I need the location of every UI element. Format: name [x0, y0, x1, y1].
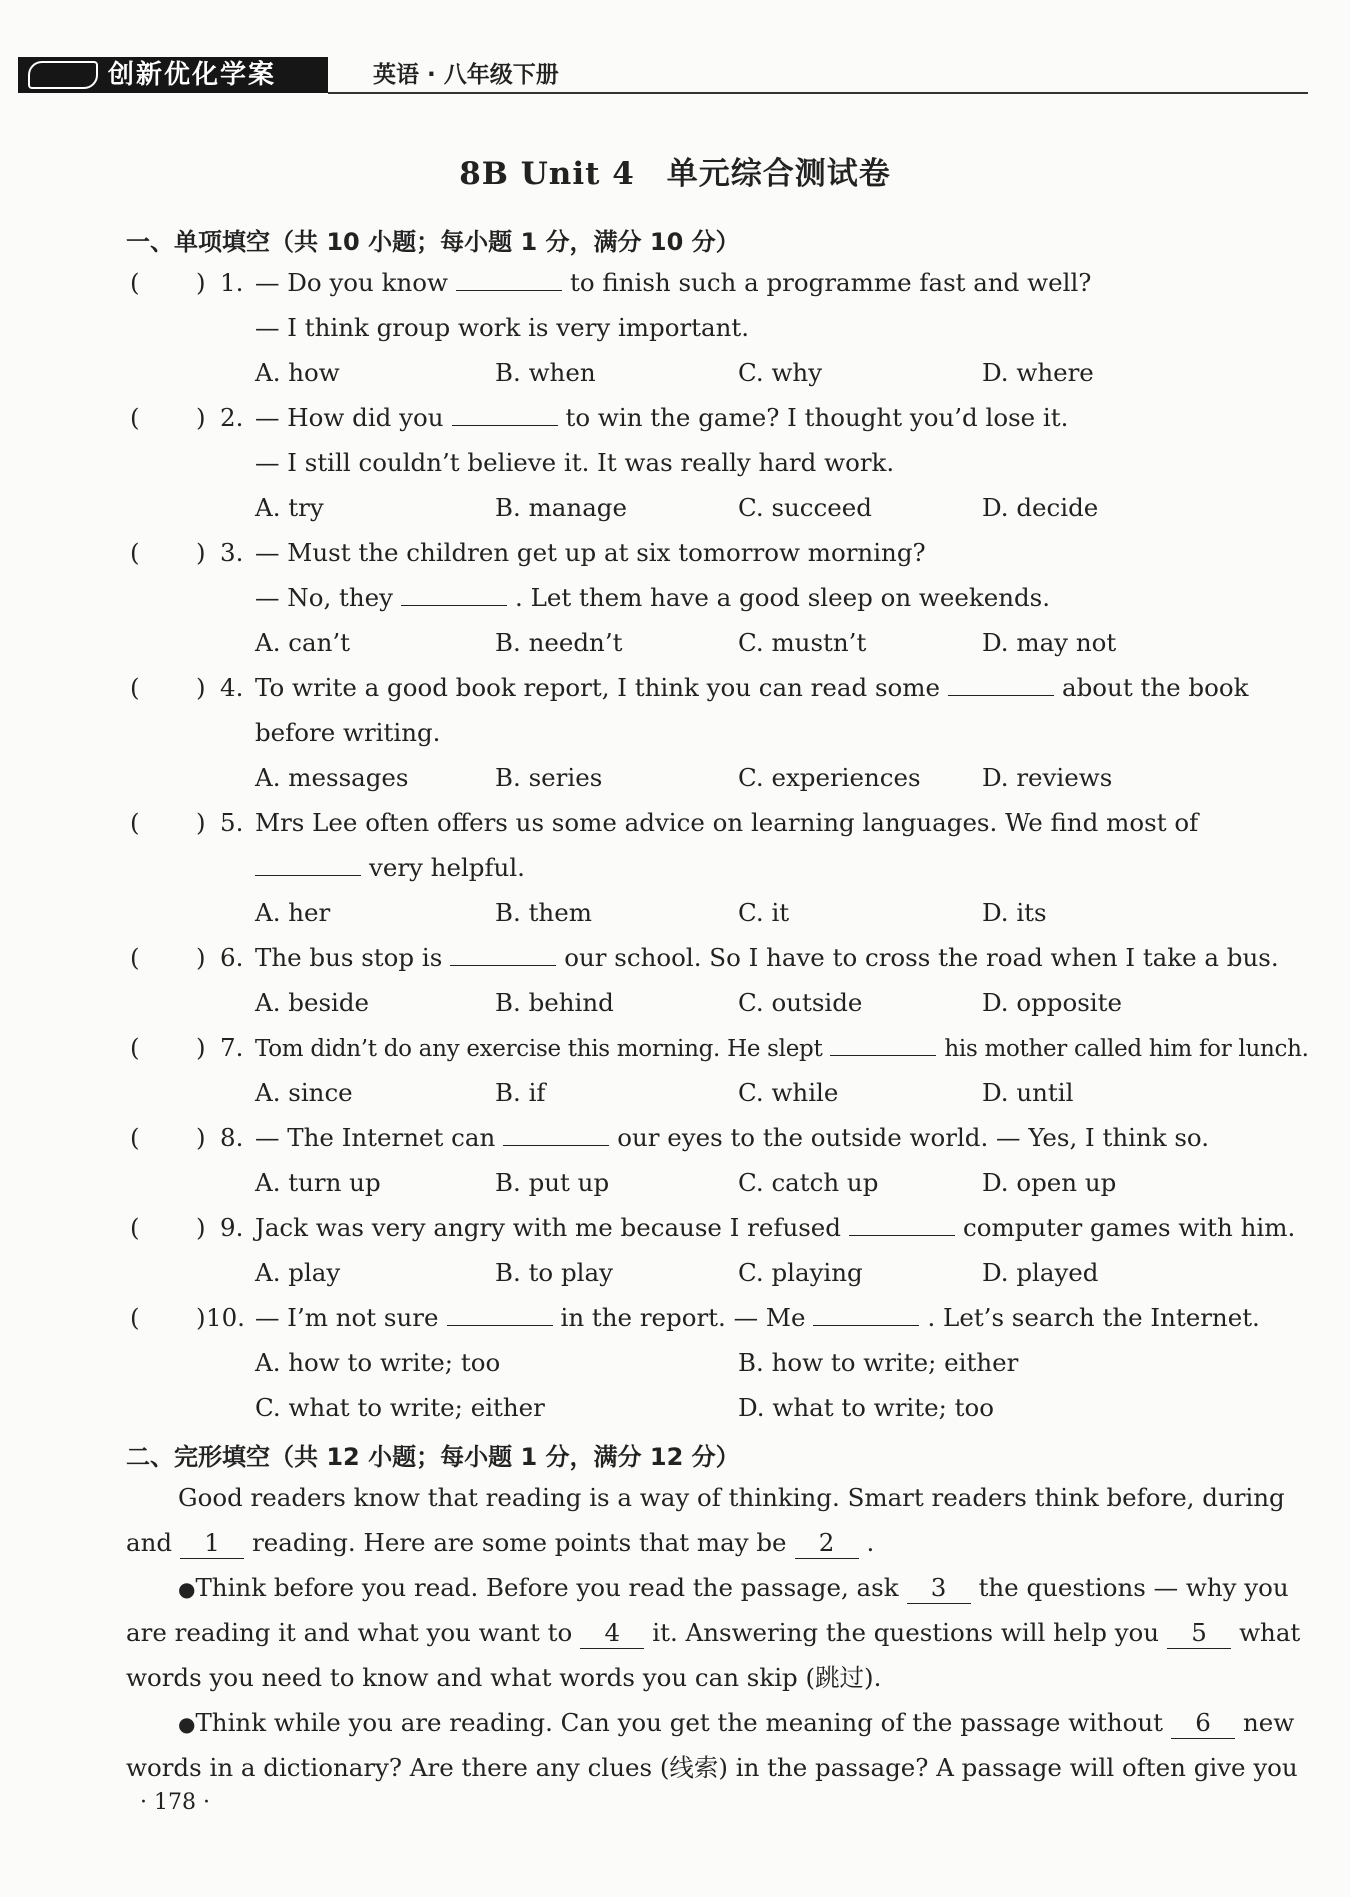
- question-text: Jack was very angry with me because I refused: [255, 1213, 841, 1242]
- question-number: 9.: [220, 1213, 244, 1242]
- question-text: . Let’s search the Internet.: [927, 1303, 1260, 1332]
- option-b: B. them: [495, 898, 592, 927]
- question-text: his mother called him for lunch.: [944, 1036, 1309, 1062]
- option-c: C. it: [738, 898, 790, 927]
- option-c: C. succeed: [738, 493, 872, 522]
- question-line: — I think group work is very important.: [255, 313, 750, 342]
- page-header: [18, 52, 1308, 92]
- option-b: B. behind: [495, 988, 614, 1017]
- option-d: D. decide: [982, 493, 1099, 522]
- option-d: D. what to write; too: [738, 1393, 994, 1422]
- passage-line: [126, 1528, 874, 1559]
- question-line: [255, 1303, 1260, 1333]
- question-text: to win the game? I thought you’d lose it.: [565, 403, 1069, 432]
- answer-paren-close: ): [196, 673, 206, 702]
- passage-text: .: [866, 1528, 875, 1557]
- question-number: 8.: [220, 1123, 244, 1152]
- option-b: B. needn’t: [495, 628, 623, 657]
- page-title: 8B Unit 4 单元综合测试卷: [459, 156, 891, 192]
- question-line: [255, 403, 1068, 433]
- option-c: C. catch up: [738, 1168, 879, 1197]
- option-a: A. messages: [255, 763, 409, 792]
- option-d: D. played: [982, 1258, 1099, 1287]
- passage-text: it. Answering the questions will help you: [652, 1618, 1160, 1647]
- answer-paren-open: (: [130, 268, 140, 297]
- passage-text: new: [1243, 1708, 1295, 1737]
- option-a: A. can’t: [255, 628, 351, 657]
- option-a: A. since: [255, 1078, 353, 1107]
- question-number: 10.: [206, 1303, 245, 1332]
- answer-paren-close: ): [196, 538, 206, 567]
- question-line: — Must the children get up at six tomorrow morning?: [255, 538, 926, 567]
- question-line: [255, 1213, 1295, 1243]
- answer-paren-open: (: [130, 403, 140, 432]
- answer-paren-open: (: [130, 1033, 140, 1062]
- option-b: B. series: [495, 763, 603, 792]
- question-line: [255, 1033, 1309, 1064]
- question-text: — No, they: [255, 583, 394, 612]
- option-c: C. why: [738, 358, 823, 387]
- question-line: [255, 268, 1091, 298]
- question-text: — The Internet can: [255, 1123, 496, 1152]
- answer-paren-open: (: [130, 808, 140, 837]
- answer-paren-open: (: [130, 943, 140, 972]
- passage-text: Think before you read. Before you read the passage, ask: [195, 1573, 899, 1602]
- question-number: 3.: [220, 538, 244, 567]
- option-d: D. until: [982, 1078, 1074, 1107]
- answer-blank[interactable]: [255, 853, 361, 876]
- option-b: B. to play: [495, 1258, 613, 1287]
- option-c: C. what to write; either: [255, 1393, 545, 1422]
- answer-paren-close: ): [196, 1303, 206, 1332]
- answer-paren-close: ): [196, 403, 206, 432]
- brand-text: 创新优化学案: [108, 60, 277, 90]
- page-number: · 178 ·: [140, 1790, 210, 1815]
- question-text: to finish such a programme fast and well?: [569, 268, 1092, 297]
- question-text: computer games with him.: [962, 1213, 1296, 1242]
- option-d: D. may not: [982, 628, 1117, 657]
- option-a: A. how: [255, 358, 340, 387]
- question-text: our school. So I have to cross the road when I take a bus.: [564, 943, 1279, 972]
- answer-paren-close: ): [196, 1033, 206, 1062]
- option-c: C. outside: [738, 988, 863, 1017]
- cloze-blank-2[interactable]: 2: [795, 1528, 859, 1559]
- answer-blank[interactable]: [503, 1123, 609, 1146]
- option-b: B. how to write; either: [738, 1348, 1019, 1377]
- section1-heading: 一、单项填空（共 10 小题；每小题 1 分，满分 10 分）: [126, 228, 740, 256]
- passage-line: words you need to know and what words you can skip (跳过).: [126, 1663, 882, 1692]
- answer-paren-open: (: [130, 673, 140, 702]
- cloze-blank-6[interactable]: 6: [1171, 1708, 1235, 1739]
- passage-text: reading. Here are some points that may be: [252, 1528, 787, 1557]
- question-number: 6.: [220, 943, 244, 972]
- option-a: A. beside: [255, 988, 370, 1017]
- option-c: C. experiences: [738, 763, 921, 792]
- option-d: D. where: [982, 358, 1094, 387]
- section2-heading: 二、完形填空（共 12 小题；每小题 1 分，满分 12 分）: [126, 1443, 740, 1471]
- question-line: — I still couldn’t believe it. It was really hard work.: [255, 448, 895, 477]
- passage-line: words in a dictionary? Are there any clues (线索) in the passage? A passage will often give you: [126, 1753, 1298, 1782]
- option-c: C. mustn’t: [738, 628, 867, 657]
- cloze-blank-1[interactable]: 1: [180, 1528, 244, 1559]
- question-text: in the report. — Me: [560, 1303, 806, 1332]
- question-line: [255, 673, 1248, 703]
- passage-line: [178, 1708, 1294, 1739]
- question-text: — How did you: [255, 403, 444, 432]
- cloze-blank-5[interactable]: 5: [1167, 1618, 1231, 1649]
- passage-text: the questions — why you: [978, 1573, 1289, 1602]
- bullet-icon: ●: [178, 1577, 196, 1601]
- question-line: [255, 583, 1050, 613]
- question-text: about the book: [1062, 673, 1249, 702]
- passage-line: [126, 1618, 1300, 1649]
- option-d: D. open up: [982, 1168, 1117, 1197]
- question-text: very helpful.: [369, 853, 525, 882]
- brand-logo: [18, 57, 328, 93]
- answer-paren-open: (: [130, 1213, 140, 1242]
- question-number: 4.: [220, 673, 244, 702]
- question-text: Tom didn’t do any exercise this morning. He slept: [255, 1036, 823, 1062]
- answer-paren-close: ): [196, 1123, 206, 1152]
- option-d: D. opposite: [982, 988, 1122, 1017]
- question-number: 2.: [220, 403, 244, 432]
- passage-text: what: [1239, 1618, 1301, 1647]
- option-a: A. play: [255, 1258, 341, 1287]
- option-a: A. her: [255, 898, 331, 927]
- answer-paren-open: (: [130, 1123, 140, 1152]
- answer-blank[interactable]: [813, 1303, 919, 1326]
- question-text: . Let them have a good sleep on weekends.: [515, 583, 1051, 612]
- option-b: B. if: [495, 1078, 546, 1107]
- brand-mark-icon: [28, 61, 98, 89]
- answer-blank[interactable]: [447, 1303, 553, 1326]
- question-line: [255, 943, 1279, 973]
- answer-blank[interactable]: [452, 403, 558, 426]
- question-text: The bus stop is: [255, 943, 443, 972]
- answer-blank[interactable]: [849, 1213, 955, 1236]
- answer-paren-open: (: [130, 1303, 140, 1332]
- answer-paren-close: ): [196, 943, 206, 972]
- answer-paren-close: ): [196, 808, 206, 837]
- passage-text: are reading it and what you want to: [126, 1618, 573, 1647]
- cloze-blank-3[interactable]: 3: [907, 1573, 971, 1604]
- answer-blank[interactable]: [401, 583, 507, 606]
- question-line: before writing.: [255, 718, 441, 747]
- question-line: [247, 853, 525, 883]
- answer-paren-close: ): [196, 1213, 206, 1242]
- option-a: A. how to write; too: [255, 1348, 501, 1377]
- question-line: [255, 1123, 1209, 1153]
- answer-blank[interactable]: [450, 943, 556, 966]
- question-number: 7.: [220, 1033, 244, 1062]
- question-text: our eyes to the outside world. — Yes, I think so.: [617, 1123, 1210, 1152]
- answer-paren-open: (: [130, 538, 140, 567]
- passage-line: Good readers know that reading is a way of thinking. Smart readers think before, during: [178, 1483, 1285, 1512]
- answer-blank[interactable]: [948, 673, 1054, 696]
- cloze-blank-4[interactable]: 4: [580, 1618, 644, 1649]
- question-text: To write a good book report, I think you can read some: [255, 673, 941, 702]
- option-a: A. try: [255, 493, 324, 522]
- option-c: C. while: [738, 1078, 839, 1107]
- subject-label: 英语 · 八年级下册: [373, 62, 559, 88]
- option-b: B. put up: [495, 1168, 610, 1197]
- question-line: Mrs Lee often offers us some advice on learning languages. We find most of: [255, 808, 1199, 837]
- header-rule: [328, 92, 1308, 94]
- question-number: 5.: [220, 808, 244, 837]
- passage-line: [178, 1573, 1289, 1604]
- option-a: A. turn up: [255, 1168, 381, 1197]
- option-d: D. reviews: [982, 763, 1113, 792]
- answer-blank[interactable]: [456, 268, 562, 291]
- question-text: — I’m not sure: [255, 1303, 439, 1332]
- passage-text: and: [126, 1528, 173, 1557]
- question-number: 1.: [220, 268, 244, 297]
- bullet-icon: ●: [178, 1712, 196, 1736]
- passage-text: Think while you are reading. Can you get the meaning of the passage without: [195, 1708, 1164, 1737]
- option-b: B. when: [495, 358, 596, 387]
- option-b: B. manage: [495, 493, 627, 522]
- option-d: D. its: [982, 898, 1047, 927]
- question-text: — Do you know: [255, 268, 448, 297]
- answer-blank[interactable]: [830, 1033, 936, 1056]
- option-c: C. playing: [738, 1258, 863, 1287]
- answer-paren-close: ): [196, 268, 206, 297]
